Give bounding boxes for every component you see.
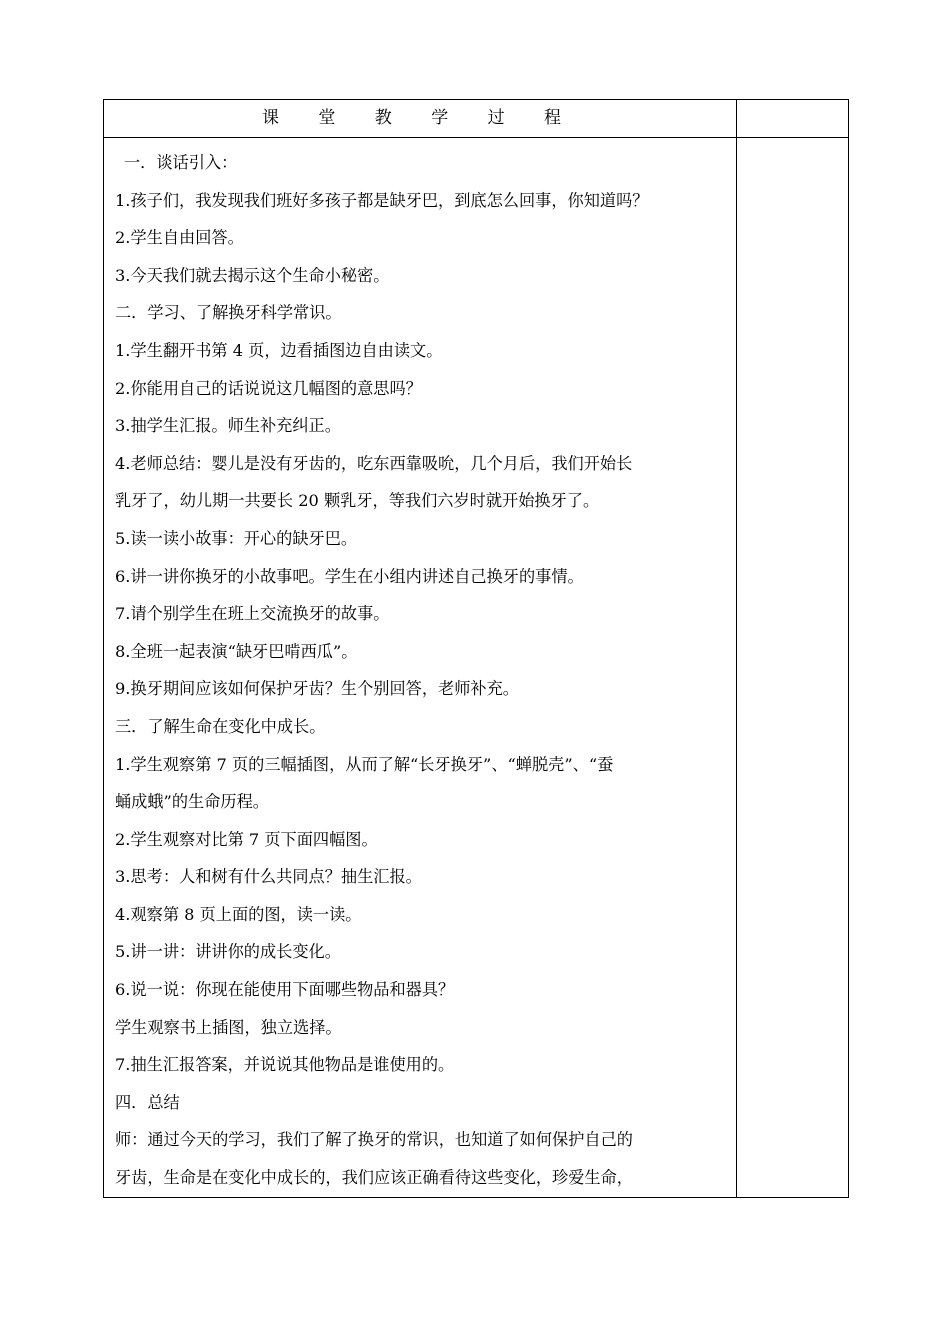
table-header-title: 课 堂 教 学 过 程 — [104, 100, 737, 138]
content-line: 1.学生观察第 7 页的三幅插图，从而了解“长牙换牙”、“蝉脱壳”、“蚕 — [115, 754, 614, 774]
content-line: 2.学生自由回答。 — [115, 228, 244, 248]
content-line: 2.学生观察对比第 7 页下面四幅图。 — [115, 829, 378, 849]
section-heading-2: 二．学习、了解换牙科学常识。 — [115, 303, 342, 323]
lesson-table — [103, 99, 849, 1198]
content-line: 1.孩子们，我发现我们班好多孩子都是缺牙巴，到底怎么回事，你知道吗？ — [115, 190, 649, 210]
table-header-row — [104, 100, 849, 138]
content-line: 9.换牙期间应该如何保护牙齿？生个别回答，老师补充。 — [115, 679, 519, 699]
lesson-content-cell — [104, 138, 737, 1198]
content-line: 牙齿，生命是在变化中成长的，我们应该正确看待这些变化，珍爱生命， — [115, 1168, 633, 1188]
content-line: 3.思考：人和树有什么共同点？抽生汇报。 — [115, 867, 422, 887]
content-line: 7.请个别学生在班上交流换牙的故事。 — [115, 604, 390, 624]
section-heading-3: 三．了解生命在变化中成长。 — [115, 716, 326, 736]
section-heading-4: 四．总结 — [115, 1092, 180, 1112]
content-line: 乳牙了，幼儿期一共要长 20 颗乳牙，等我们六岁时就开始换牙了。 — [115, 491, 600, 511]
content-line: 6.讲一讲你换牙的小故事吧。学生在小组内讲述自己换牙的事情。 — [115, 566, 584, 586]
content-line: 5.讲一讲：讲讲你的成长变化。 — [115, 942, 341, 962]
content-line: 师：通过今天的学习，我们了解了换牙的常识，也知道了如何保护自己的 — [115, 1130, 633, 1150]
section-heading-1: 一．谈话引入： — [124, 153, 238, 172]
content-line: 2.你能用自己的话说说这几幅图的意思吗？ — [115, 378, 422, 398]
side-column-body — [737, 138, 849, 1198]
content-line: 学生观察书上插图，独立选择。 — [115, 1017, 342, 1037]
content-line: 4.老师总结：婴儿是没有牙齿的，吃东西靠吸吮，几个月后，我们开始长 — [115, 453, 633, 473]
content-line: 3.抽学生汇报。师生补充纠正。 — [115, 416, 341, 436]
content-line: 1.学生翻开书第 4 页，边看插图边自由读文。 — [115, 340, 443, 360]
content-line: 6.说一说：你现在能使用下面哪些物品和器具？ — [115, 980, 455, 1000]
table-body-row — [104, 138, 849, 1198]
content-line: 8.全班一起表演“缺牙巴啃西瓜”。 — [115, 641, 358, 661]
content-line: 7.抽生汇报答案，并说说其他物品是谁使用的。 — [115, 1055, 455, 1075]
content-line: 3.今天我们就去揭示这个生命小秘密。 — [115, 265, 390, 285]
content-line: 5.读一读小故事：开心的缺牙巴。 — [115, 528, 358, 548]
content-line: 4.观察第 8 页上面的图，读一读。 — [115, 904, 362, 924]
side-column-header — [737, 100, 849, 138]
content-line: 蛹成蛾”的生命历程。 — [115, 792, 269, 812]
